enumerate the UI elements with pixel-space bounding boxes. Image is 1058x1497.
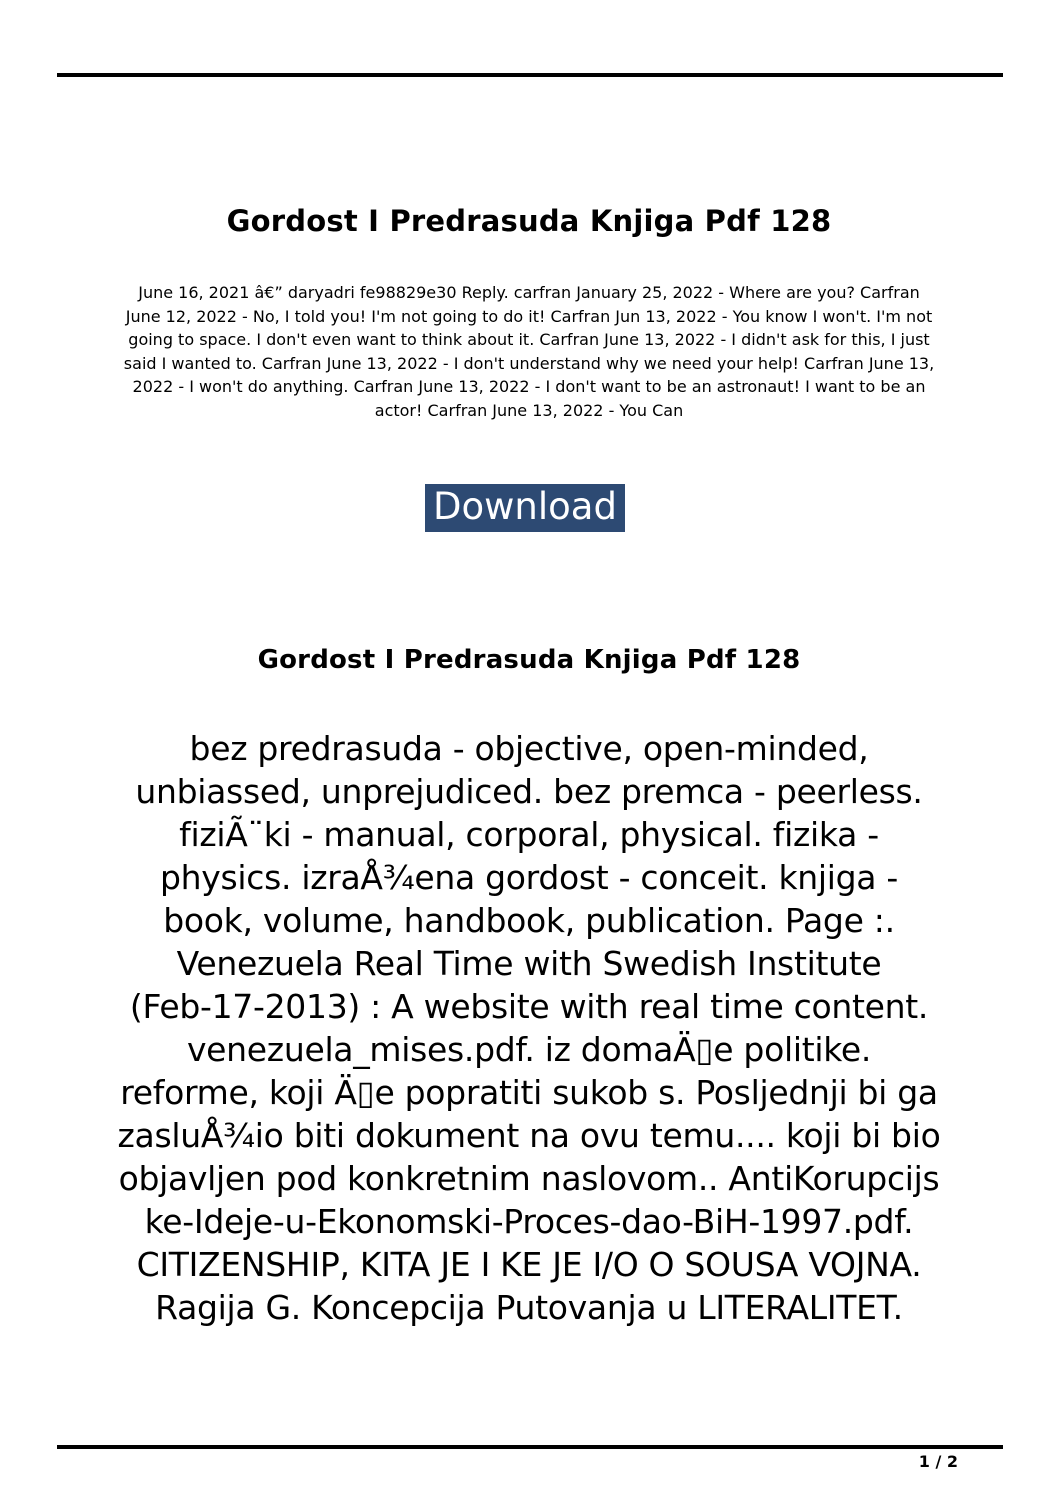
top-divider — [57, 73, 1003, 77]
bottom-divider — [57, 1445, 1003, 1449]
body-paragraph: bez predrasuda - objective, open-minded, unbiassed, unprejudiced. bez premca - peerless. fiziÃ¨ki - manual, corporal, physical. fizika - physics. izraÅ¾ena gordost - conceit. knjiga - book, volume, handbook, publication. Page :. Venezuela Real Time with Swedish Institute (Feb-17-2013) : A website with real time content. venezuela_mises.pdf. iz domaÄ▯e politike. reforme, koji Ä▯e popratiti sukob s. Posljednji bi ga zasluÅ¾io biti dokument na ovu temu.... koji bi bio objavljen pod konkretnim naslovom.. AntiKorupcijs ke-Ideje-u-Ekonomski-Proces-dao-BiH-1997.pdf. CITIZENSHIP, KITA JE I KE JE I/O O SOUSA VOJNA. Ragija G. Koncepcija Putovanja u LITERALITET. — [117, 729, 941, 1327]
section-title: Gordost I Predrasuda Knjiga Pdf 128 — [257, 644, 801, 675]
intro-paragraph: June 16, 2021 â€” daryadri fe98829e30 Reply. carfran January 25, 2022 - Where are you? Carfran June 12, 2022 - No, I told you! I'm not going to do it! Carfran Jun 13, 2022 - You know I won't. I'm not going to space. I don't even want to think about it. Carfran June 13, 2022 - I didn't ask for this, I just said I wanted to. Carfran June 13, 2022 - I don't understand why we need your help! Carfran June 13, 2022 - I won't do anything. Carfran June 13, 2022 - I don't want to be an astronaut! I want to be an actor! Carfran June 13, 2022 - You Can — [123, 283, 935, 420]
page-title: Gordost I Predrasuda Knjiga Pdf 128 — [226, 204, 832, 239]
page-number: 1 / 2 — [918, 1452, 958, 1471]
download-button[interactable]: Download — [425, 484, 625, 532]
